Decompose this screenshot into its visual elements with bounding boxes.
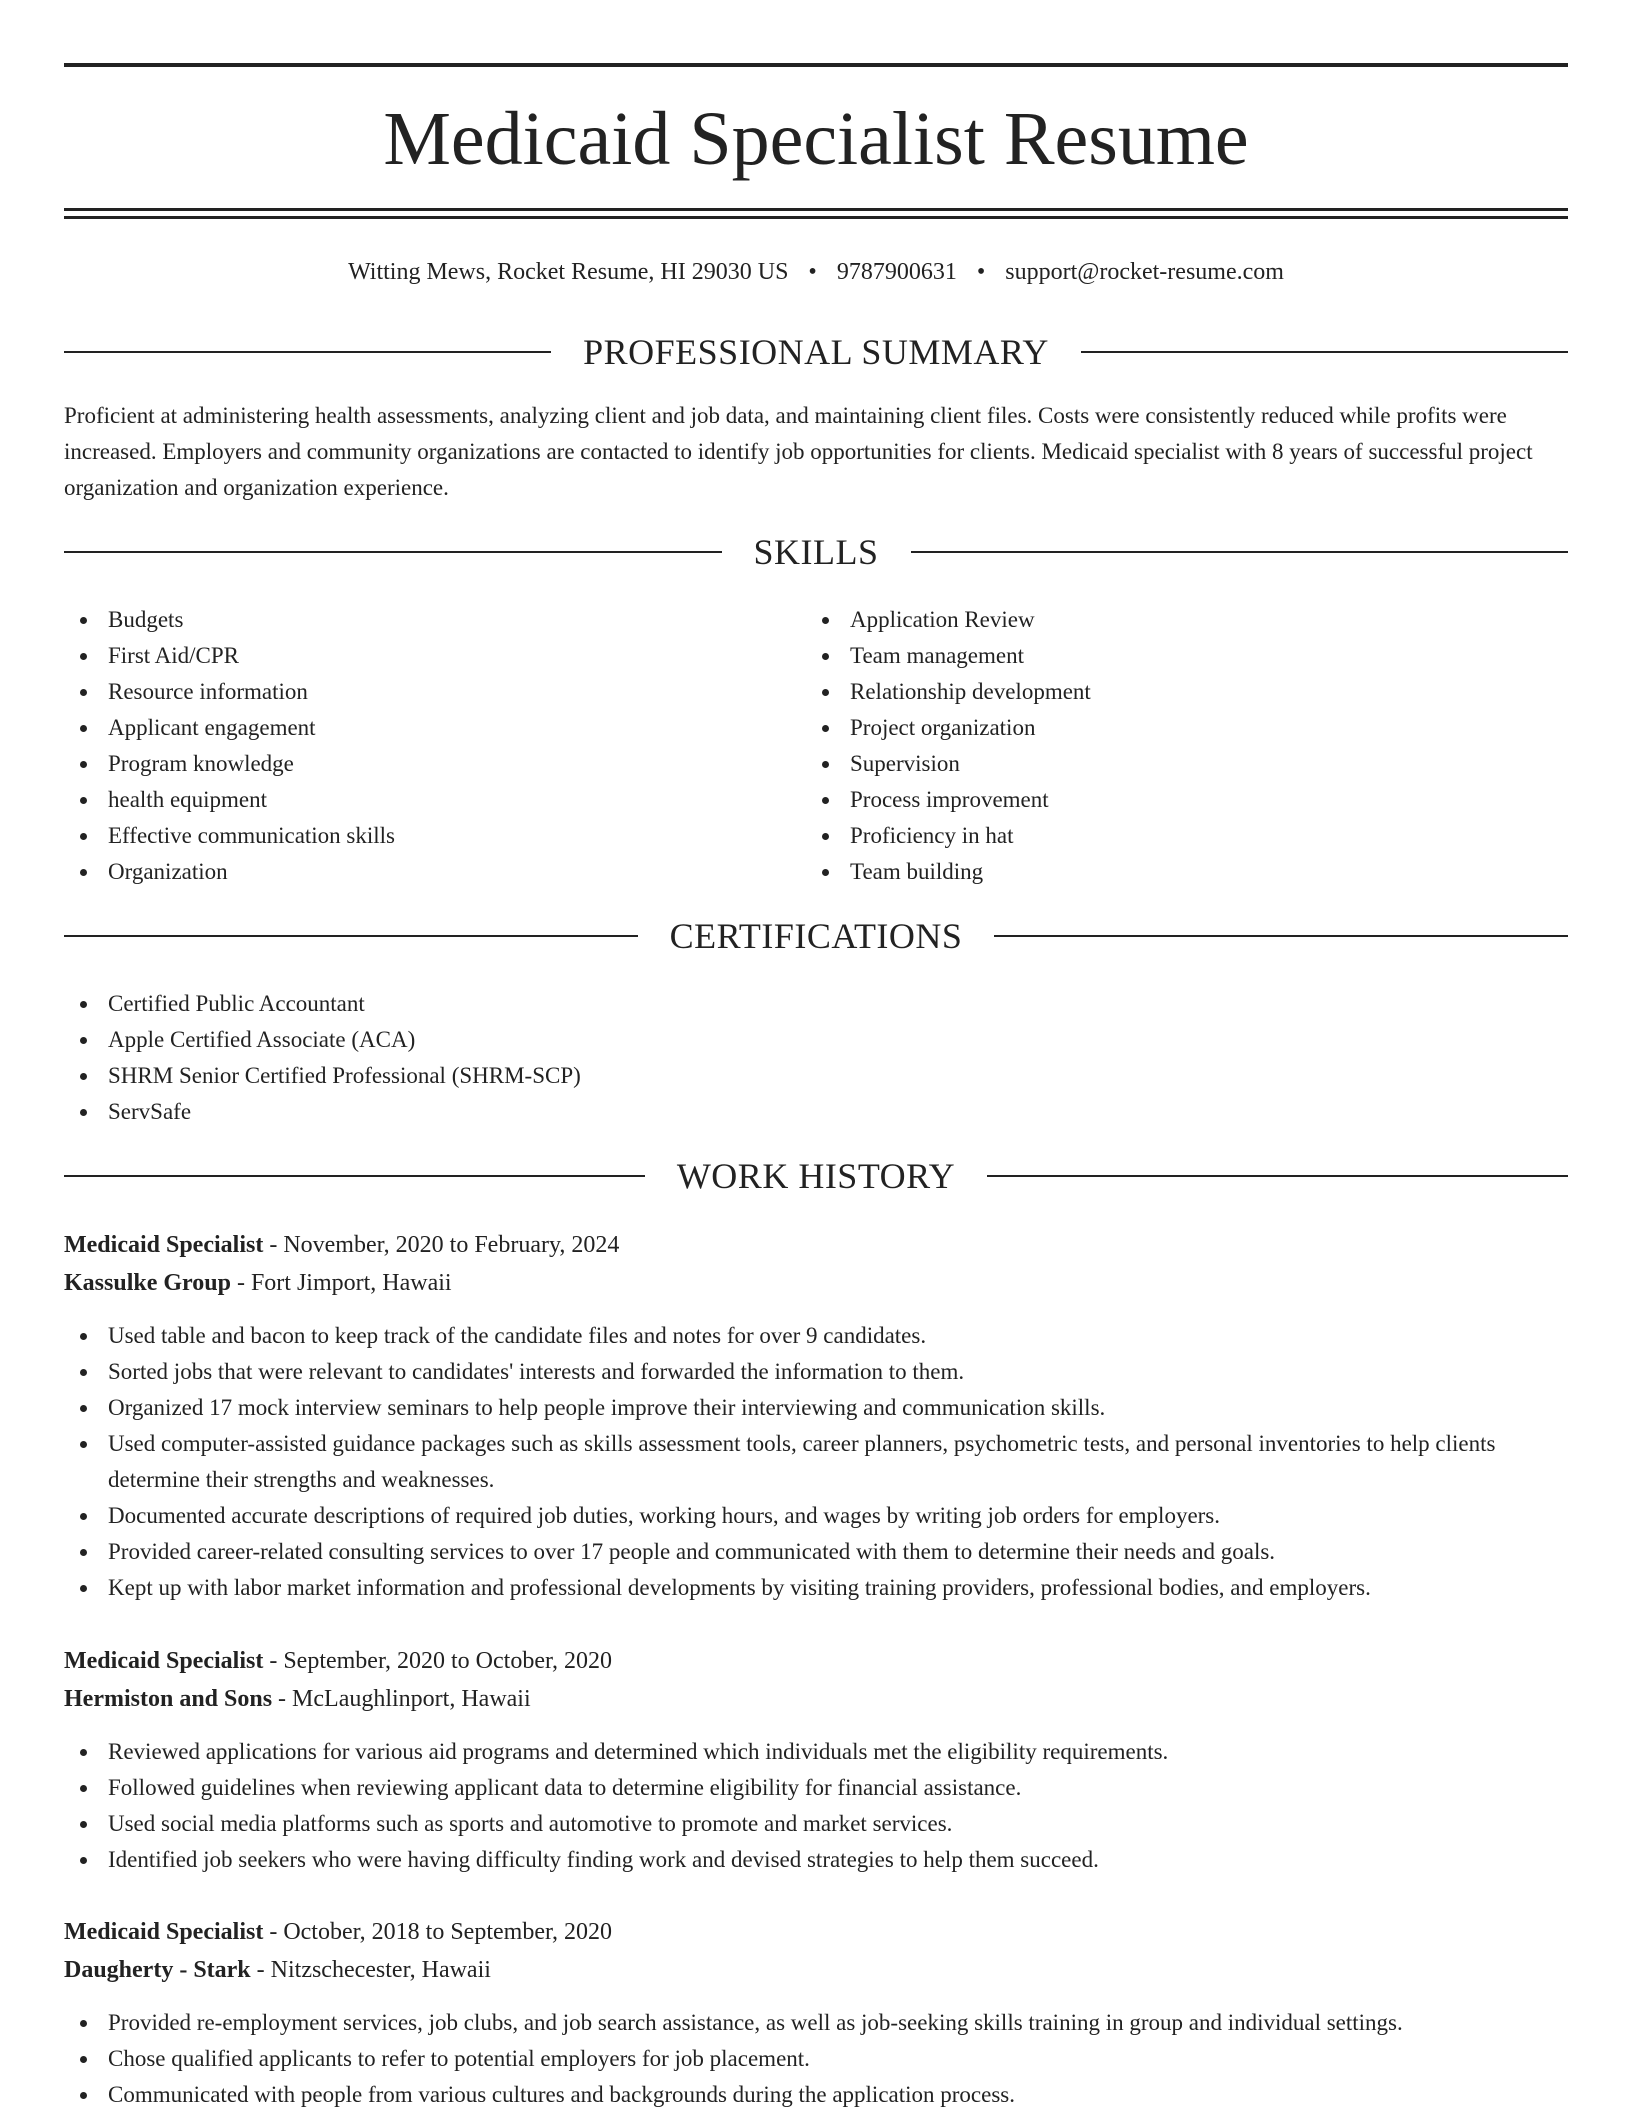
certifications-list: [64, 986, 1568, 1130]
section-header-certifications: [64, 914, 1568, 958]
contact-line: [64, 254, 1568, 290]
job-company-line: [64, 1680, 1568, 1718]
skill-item: Application Review: [806, 602, 1546, 638]
skill-item: Resource information: [64, 674, 804, 710]
skill-item: Effective communication skills: [64, 818, 804, 854]
job-bullet: Kept up with labor market information and professional developments by visiting training providers, professional bodies, and employers.: [64, 1570, 1568, 1606]
job-bullets: [64, 1734, 1568, 1878]
skill-item: Supervision: [806, 746, 1546, 782]
certification-item: Apple Certified Associate (ACA): [64, 1022, 1568, 1058]
skill-item: Team management: [806, 638, 1546, 674]
job-bullet: Sorted jobs that were relevant to candidates' interests and forwarded the information to them.: [64, 1354, 1568, 1390]
job-company: Hermiston and Sons: [64, 1686, 273, 1712]
section-rule: [911, 551, 1569, 553]
skill-item: Budgets: [64, 602, 804, 638]
skills-column-right: [806, 602, 1546, 890]
job-bullet: Reviewed applications for various aid programs and determined which individuals met the eligibility requirements.: [64, 1734, 1568, 1770]
contact-address: Witting Mews, Rocket Resume, HI 29030 US: [348, 259, 789, 285]
job-bullet: Identified job seekers who were having difficulty finding work and devised strategies to help them succeed.: [64, 1842, 1568, 1878]
contact-separator: •: [808, 259, 817, 285]
contact-phone: 9787900631: [836, 259, 957, 285]
job-location: - Fort Jimport, Hawaii: [230, 1270, 452, 1296]
skill-item: Proficiency in hat: [806, 818, 1546, 854]
job-title-line: [64, 1913, 1568, 1951]
section-rule: [987, 1175, 1568, 1177]
job-entry: [64, 1642, 1568, 1878]
certification-item: ServSafe: [64, 1094, 1568, 1130]
job-bullet: Used computer-assisted guidance packages such as skills assessment tools, career planners, psychometric tests, and personal inventories to help clients determine their strengths and weaknesses.: [64, 1426, 1568, 1498]
certifications-block: [64, 986, 1568, 1130]
job-title: Medicaid Specialist: [64, 1919, 264, 1945]
top-rule: [64, 63, 1568, 67]
skill-item: Applicant engagement: [64, 710, 804, 746]
section-rule: [994, 935, 1568, 937]
job-bullet: Documented accurate descriptions of required job duties, working hours, and wages by writing job orders for employers.: [64, 1498, 1568, 1534]
skill-item: Project organization: [806, 710, 1546, 746]
job-bullet: Used table and bacon to keep track of the candidate files and notes for over 9 candidates.: [64, 1318, 1568, 1354]
title-rule-upper: [64, 208, 1568, 211]
contact-separator: •: [976, 259, 986, 285]
job-dates: - November, 2020 to February, 2024: [263, 1232, 620, 1258]
job-bullets: [64, 2005, 1568, 2113]
job-title: Medicaid Specialist: [64, 1648, 264, 1674]
section-header-summary: [64, 330, 1568, 374]
section-rule: [64, 351, 551, 353]
skill-item: health equipment: [64, 782, 804, 818]
section-header-work-history: [64, 1154, 1568, 1198]
section-title-skills: SKILLS: [753, 532, 879, 572]
summary-text: Proficient at administering health assessments, analyzing client and job data, and maintaining client files. Costs were consistently reduced while profits were increased. Employers and community organizations are contacted to identify job opportunities for clients. Medicaid specialist with 8 years of successful project organization and organization experience.: [64, 403, 1533, 500]
job-bullet: Chose qualified applicants to refer to potential employers for job placement.: [64, 2041, 1568, 2077]
job-bullet: Followed guidelines when reviewing applicant data to determine eligibility for financial assistance.: [64, 1770, 1568, 1806]
contact-email: support@rocket-resume.com: [1005, 259, 1284, 285]
job-bullet: Organized 17 mock interview seminars to help people improve their interviewing and communication skills.: [64, 1390, 1568, 1426]
job-company-line: [64, 1951, 1568, 1989]
certification-item: Certified Public Accountant: [64, 986, 1568, 1022]
section-title-summary: PROFESSIONAL SUMMARY: [583, 332, 1049, 372]
section-rule: [64, 935, 638, 937]
job-bullet: Communicated with people from various cultures and backgrounds during the application process.: [64, 2077, 1568, 2113]
section-rule: [64, 551, 722, 553]
job-dates: - September, 2020 to October, 2020: [263, 1648, 612, 1674]
job-company: Kassulke Group: [64, 1270, 231, 1296]
job-entry: [64, 1226, 1568, 1606]
section-title-certifications: CERTIFICATIONS: [669, 916, 963, 956]
skills-column-left: [64, 602, 804, 890]
job-company-line: [64, 1264, 1568, 1302]
certification-item: SHRM Senior Certified Professional (SHRM-SCP): [64, 1058, 1568, 1094]
job-title: Medicaid Specialist: [64, 1232, 264, 1258]
job-title-line: [64, 1226, 1568, 1264]
skill-item: Organization: [64, 854, 804, 890]
job-bullet: Used social media platforms such as sports and automotive to promote and market services.: [64, 1806, 1568, 1842]
skill-item: First Aid/CPR: [64, 638, 804, 674]
job-bullet: Provided career-related consulting services to over 17 people and communicated with them to determine their needs and goals.: [64, 1534, 1568, 1570]
title-rule-lower: [64, 216, 1568, 219]
job-location: - Nitzschecester, Hawaii: [250, 1957, 491, 1983]
resume-title: Medicaid Specialist Resume: [383, 97, 1249, 181]
section-rule: [1081, 351, 1568, 353]
skill-item: Relationship development: [806, 674, 1546, 710]
job-location: - McLaughlinport, Hawaii: [272, 1686, 531, 1712]
skills-list-left: [64, 602, 804, 890]
job-dates: - October, 2018 to September, 2020: [263, 1919, 612, 1945]
section-rule: [64, 1175, 645, 1177]
section-header-skills: [64, 530, 1568, 574]
job-company: Daugherty - Stark: [64, 1957, 251, 1983]
skill-item: Program knowledge: [64, 746, 804, 782]
job-bullets: [64, 1318, 1568, 1606]
job-entry: [64, 1913, 1568, 2113]
section-title-work-history: WORK HISTORY: [676, 1156, 956, 1196]
skill-item: Team building: [806, 854, 1546, 890]
skills-list-right: [806, 602, 1546, 890]
job-bullet: Provided re-employment services, job clubs, and job search assistance, as well as job-seeking skills training in group and individual settings.: [64, 2005, 1568, 2041]
job-title-line: [64, 1642, 1568, 1680]
skill-item: Process improvement: [806, 782, 1546, 818]
